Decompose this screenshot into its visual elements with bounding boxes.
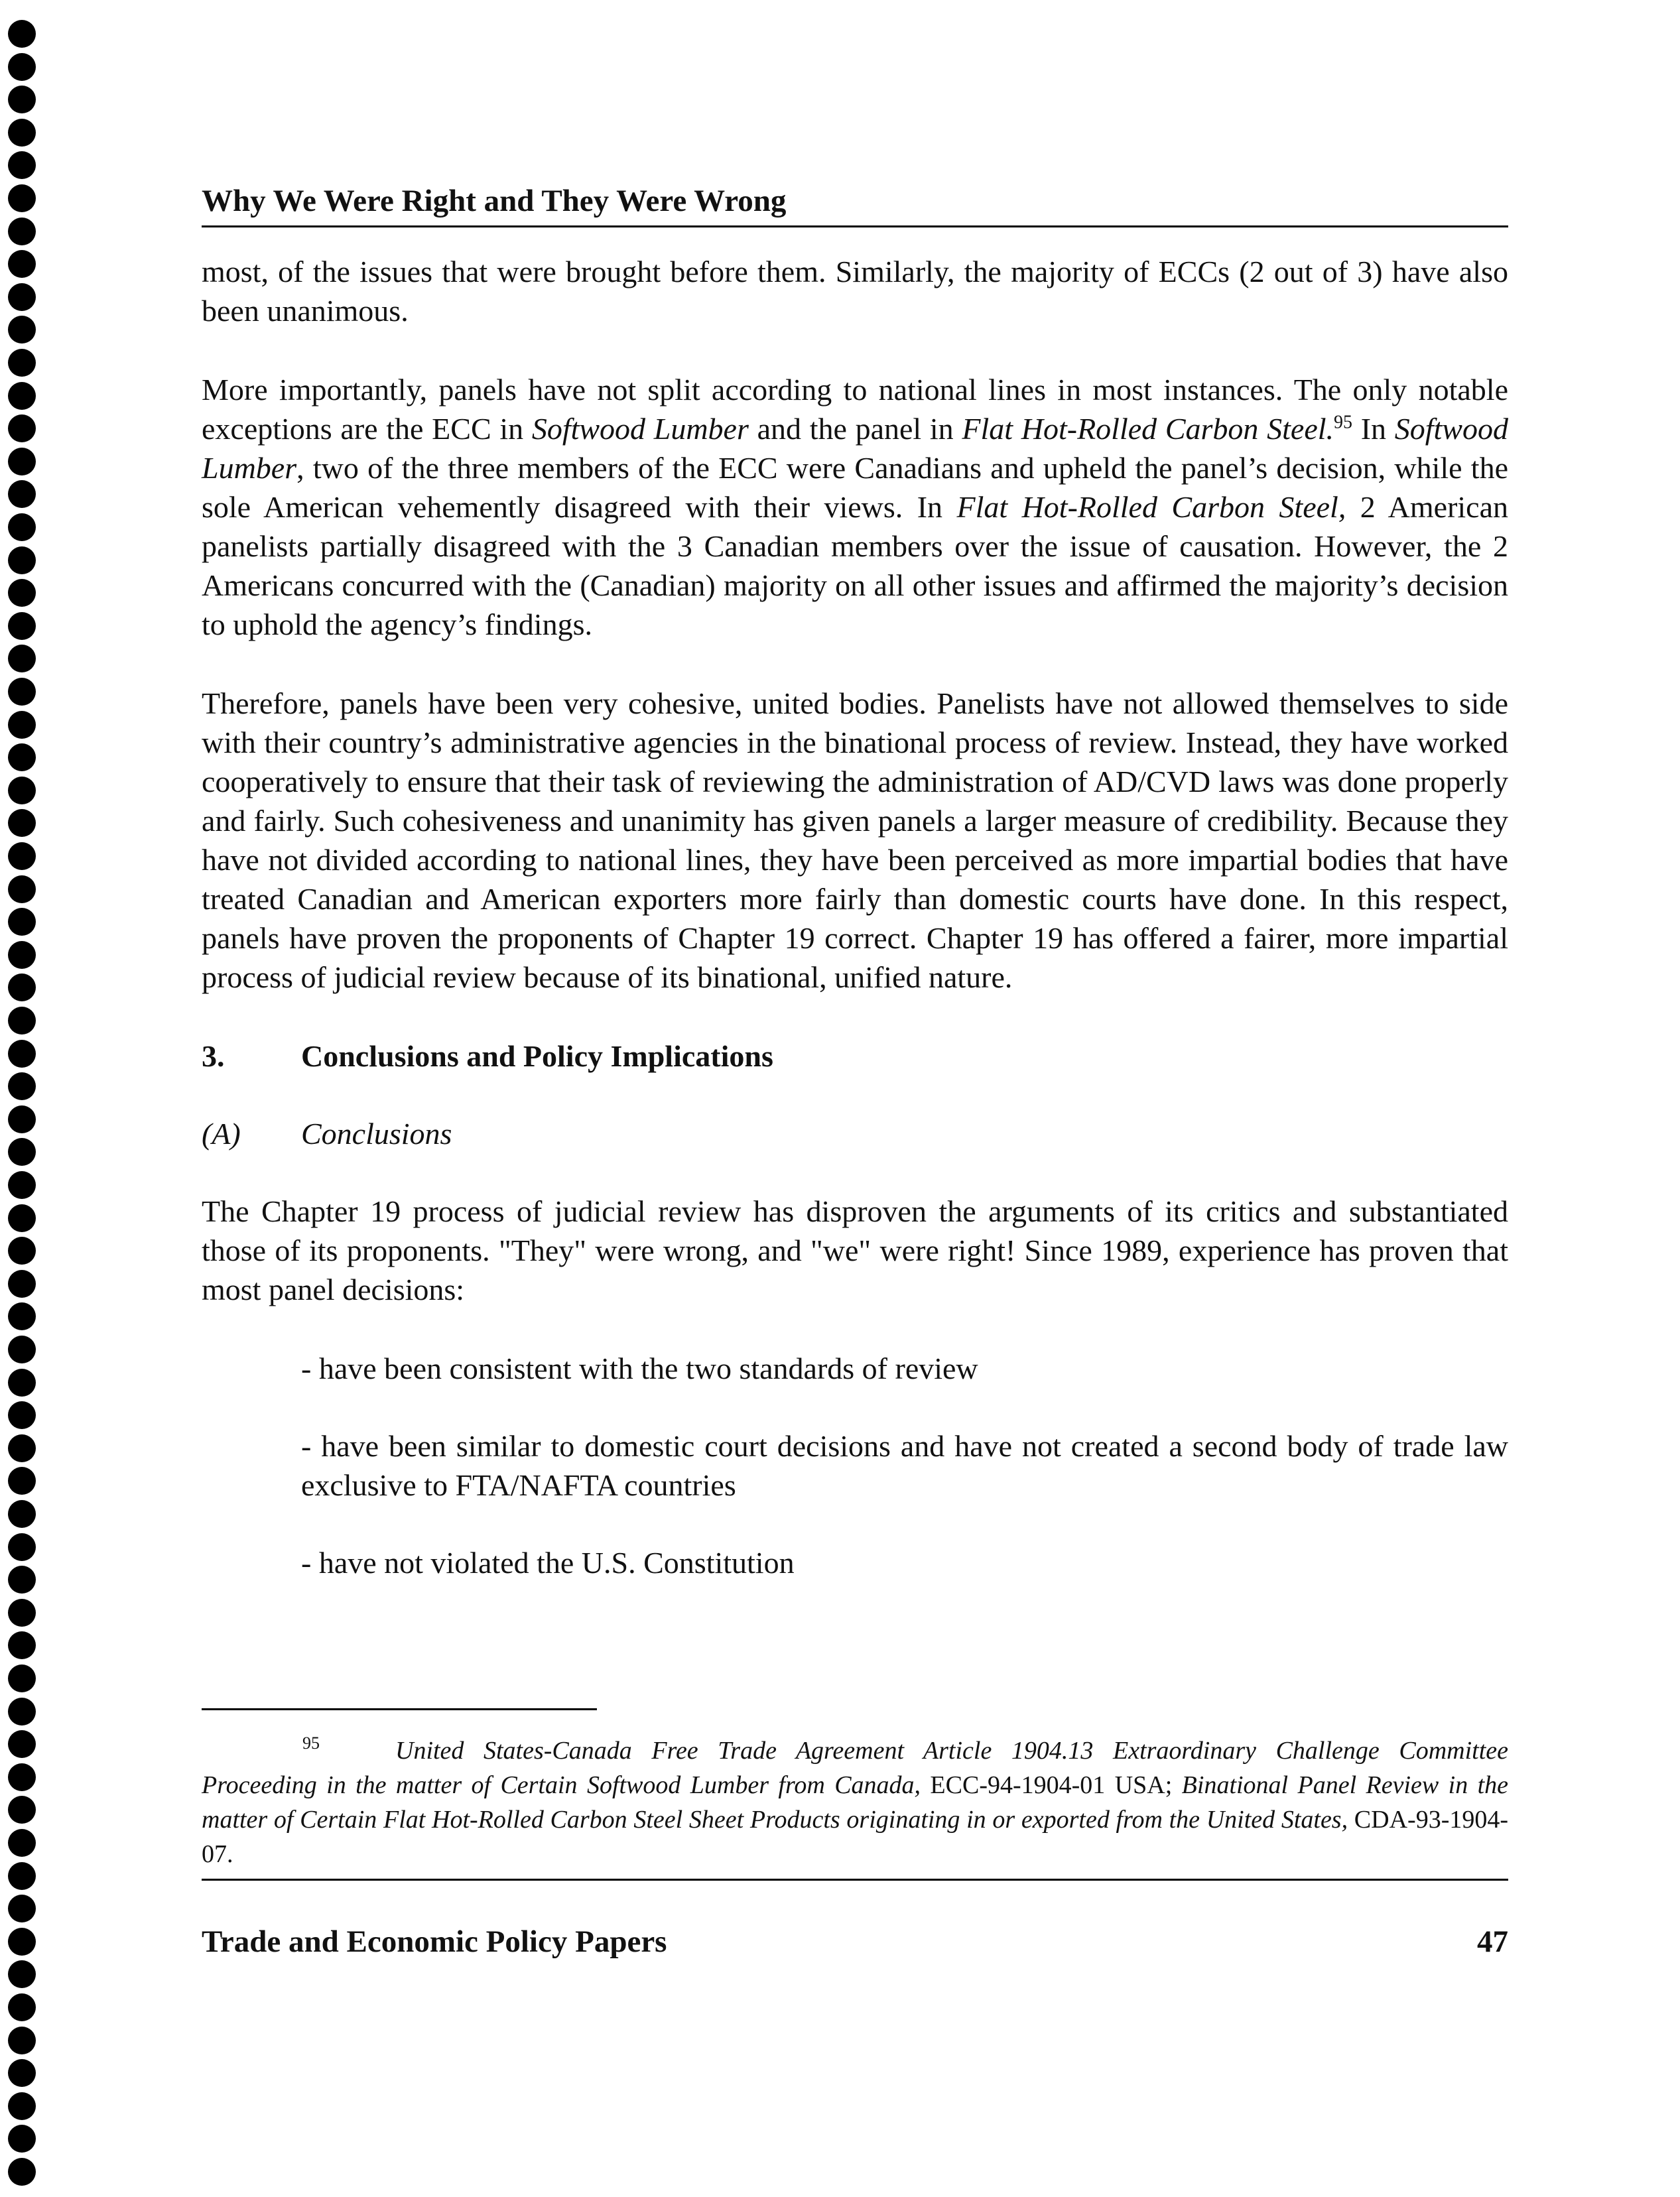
binding-hole bbox=[8, 2059, 36, 2087]
case-name: Softwood Lumber bbox=[202, 412, 1508, 485]
binding-hole bbox=[8, 1105, 36, 1133]
binding-hole bbox=[8, 119, 36, 147]
binding-hole bbox=[8, 151, 36, 179]
binding-hole bbox=[8, 777, 36, 804]
binding-hole bbox=[8, 480, 36, 508]
binding-hole bbox=[8, 2092, 36, 2120]
list-item: - have been similar to domestic court decisions and have not created a second body of trade law exclusive to FTA/NAFTA countries bbox=[301, 1429, 1508, 1502]
binding-hole bbox=[8, 1171, 36, 1199]
binding-hole bbox=[8, 1993, 36, 2021]
paragraph-2 bbox=[202, 370, 1508, 644]
binding-hole bbox=[8, 1401, 36, 1429]
footnote-ref[interactable]: 95 bbox=[1334, 412, 1353, 433]
binding-hole bbox=[8, 1960, 36, 1988]
binding-hole bbox=[8, 1730, 36, 1758]
binding-hole bbox=[8, 711, 36, 739]
binding-hole bbox=[8, 382, 36, 410]
binding-hole bbox=[8, 1500, 36, 1528]
section-number: 3. bbox=[202, 1039, 225, 1073]
list-item: - have not violated the U.S. Constitution bbox=[301, 1546, 795, 1580]
binding-hole bbox=[8, 349, 36, 377]
page-number: 47 bbox=[1477, 1924, 1508, 1959]
binding-hole bbox=[8, 842, 36, 870]
case-name: Flat Hot-Rolled Carbon Steel. bbox=[962, 412, 1334, 446]
binding-hole bbox=[8, 250, 36, 278]
paragraph-3: Therefore, panels have been very cohesive, united bodies. Panelists have not allowed themselves to side with their country’s administrative agencies in the binational process of review. Instead, they have worked cooperatively to ensure that their task of reviewing the administration of AD/CVD laws was done properly and fairly. Such cohesiveness and unanimity has given panels a larger measure of credibility. Because they have not divided according to national lines, they have been perceived as more impartial bodies that have treated Canadian and American exporters more fairly than domestic courts have done. In this respect, panels have proven the proponents of Chapter 19 correct. Chapter 19 has offered a fairer, more impartial process of judicial review because of its binational, unified nature. bbox=[202, 686, 1508, 994]
text-run: More importantly, panels have not split according to national lines in most instances. The only notable exceptions are the ECC in bbox=[202, 373, 1508, 446]
section-heading bbox=[202, 1036, 1508, 1076]
binding-hole bbox=[8, 809, 36, 837]
binding-hole bbox=[8, 1204, 36, 1232]
list-item: - have been consistent with the two standards of review bbox=[301, 1351, 978, 1385]
text-run: In bbox=[1352, 412, 1395, 446]
binding-hole bbox=[8, 546, 36, 574]
binding-hole bbox=[8, 645, 36, 672]
binding-hole bbox=[8, 20, 36, 48]
text-run: ECC-94-1904-01 USA; bbox=[921, 1771, 1182, 1799]
binding-hole bbox=[8, 1566, 36, 1594]
case-name: Flat Hot-Rolled Carbon Steel, bbox=[956, 490, 1346, 524]
subsection-number: (A) bbox=[202, 1117, 241, 1151]
binding-hole bbox=[8, 1928, 36, 1956]
binding-hole bbox=[8, 1664, 36, 1692]
text-run: CDA-93-1904-07. bbox=[202, 1806, 1509, 1868]
body-text bbox=[202, 252, 1508, 1621]
binding-hole bbox=[8, 316, 36, 344]
binding-hole bbox=[8, 973, 36, 1001]
binding-hole bbox=[8, 2125, 36, 2153]
binding-hole bbox=[8, 1072, 36, 1100]
conclusion-intro: The Chapter 19 process of judicial review has disproven the arguments of its critics and substantiated those of its proponents. "They" were wrong, and "we" were right! Since 1989, experience has proven that most panel decisions: bbox=[202, 1194, 1508, 1306]
binding-hole bbox=[8, 218, 36, 245]
binding-hole bbox=[8, 86, 36, 113]
binding-hole bbox=[8, 1336, 36, 1363]
footnote-separator bbox=[202, 1708, 597, 1710]
running-header: Why We Were Right and They Were Wrong bbox=[202, 178, 1508, 227]
binding-hole bbox=[8, 1829, 36, 1857]
text-run: 2 American panelists partially disagreed with the 3 Canadian members over the issue of causation. However, the 2 Americans concurred with the (Canadian) majority on all other issues and affirmed the majority’s decision to uphold the agency’s findings. bbox=[202, 490, 1508, 641]
case-name: Softwood Lumber bbox=[531, 412, 749, 446]
binding-hole bbox=[8, 1599, 36, 1627]
footer-rule bbox=[202, 1879, 1508, 1881]
paragraph-1: most, of the issues that were brought before them. Similarly, the majority of ECCs (2 out of 3) have also been unanimous. bbox=[202, 255, 1508, 328]
footnote-mark: 95 bbox=[302, 1733, 320, 1753]
binding-hole bbox=[8, 743, 36, 771]
binding-hole bbox=[8, 1302, 36, 1330]
subsection-title: Conclusions bbox=[301, 1117, 452, 1151]
binding-hole bbox=[8, 2027, 36, 2054]
binding-hole bbox=[8, 1138, 36, 1166]
binding-hole bbox=[8, 1467, 36, 1495]
binding-hole bbox=[8, 678, 36, 706]
binding-holes bbox=[8, 20, 37, 2195]
binding-hole bbox=[8, 1698, 36, 1726]
document-page bbox=[202, 0, 1508, 2197]
binding-hole bbox=[8, 1040, 36, 1068]
binding-hole bbox=[8, 1434, 36, 1462]
binding-hole bbox=[8, 53, 36, 81]
binding-hole bbox=[8, 908, 36, 936]
binding-hole bbox=[8, 612, 36, 640]
footnote-95 bbox=[202, 1733, 1508, 1871]
subsection-heading bbox=[202, 1114, 1508, 1153]
running-footer bbox=[202, 1922, 1508, 1962]
section-title: Conclusions and Policy Implications bbox=[301, 1039, 773, 1073]
footer-title: Trade and Economic Policy Papers bbox=[202, 1924, 667, 1959]
binding-hole bbox=[8, 283, 36, 311]
binding-hole bbox=[8, 941, 36, 969]
binding-hole bbox=[8, 1895, 36, 1922]
binding-hole bbox=[8, 1631, 36, 1659]
text-run: United States-Canada Free Trade Agreement Article 1904.13 Extraordinary Challenge Committee Proceeding in the matter of Certain Softwood Lumber from Canada, bbox=[202, 1737, 1508, 1799]
binding-hole bbox=[8, 513, 36, 541]
binding-hole bbox=[8, 1796, 36, 1824]
binding-hole bbox=[8, 1533, 36, 1561]
binding-hole bbox=[8, 1862, 36, 1890]
binding-hole bbox=[8, 1270, 36, 1298]
binding-hole bbox=[8, 414, 36, 442]
text-run: and the panel in bbox=[748, 412, 962, 446]
binding-hole bbox=[8, 2158, 36, 2186]
binding-hole bbox=[8, 875, 36, 903]
binding-hole bbox=[8, 1369, 36, 1397]
binding-hole bbox=[8, 184, 36, 212]
text-run: , two of the three members of the ECC were Canadians and upheld the panel’s decision, while the sole American vehemently disagreed with their views. In bbox=[202, 451, 1508, 524]
text-run: Binational Panel Review in the matter of Certain Flat Hot-Rolled Carbon Steel Sheet Products originating in or exported from the United States, bbox=[202, 1771, 1509, 1834]
binding-hole bbox=[8, 448, 36, 475]
binding-hole bbox=[8, 579, 36, 607]
binding-hole bbox=[8, 1237, 36, 1265]
binding-hole bbox=[8, 1763, 36, 1791]
binding-hole bbox=[8, 1007, 36, 1035]
